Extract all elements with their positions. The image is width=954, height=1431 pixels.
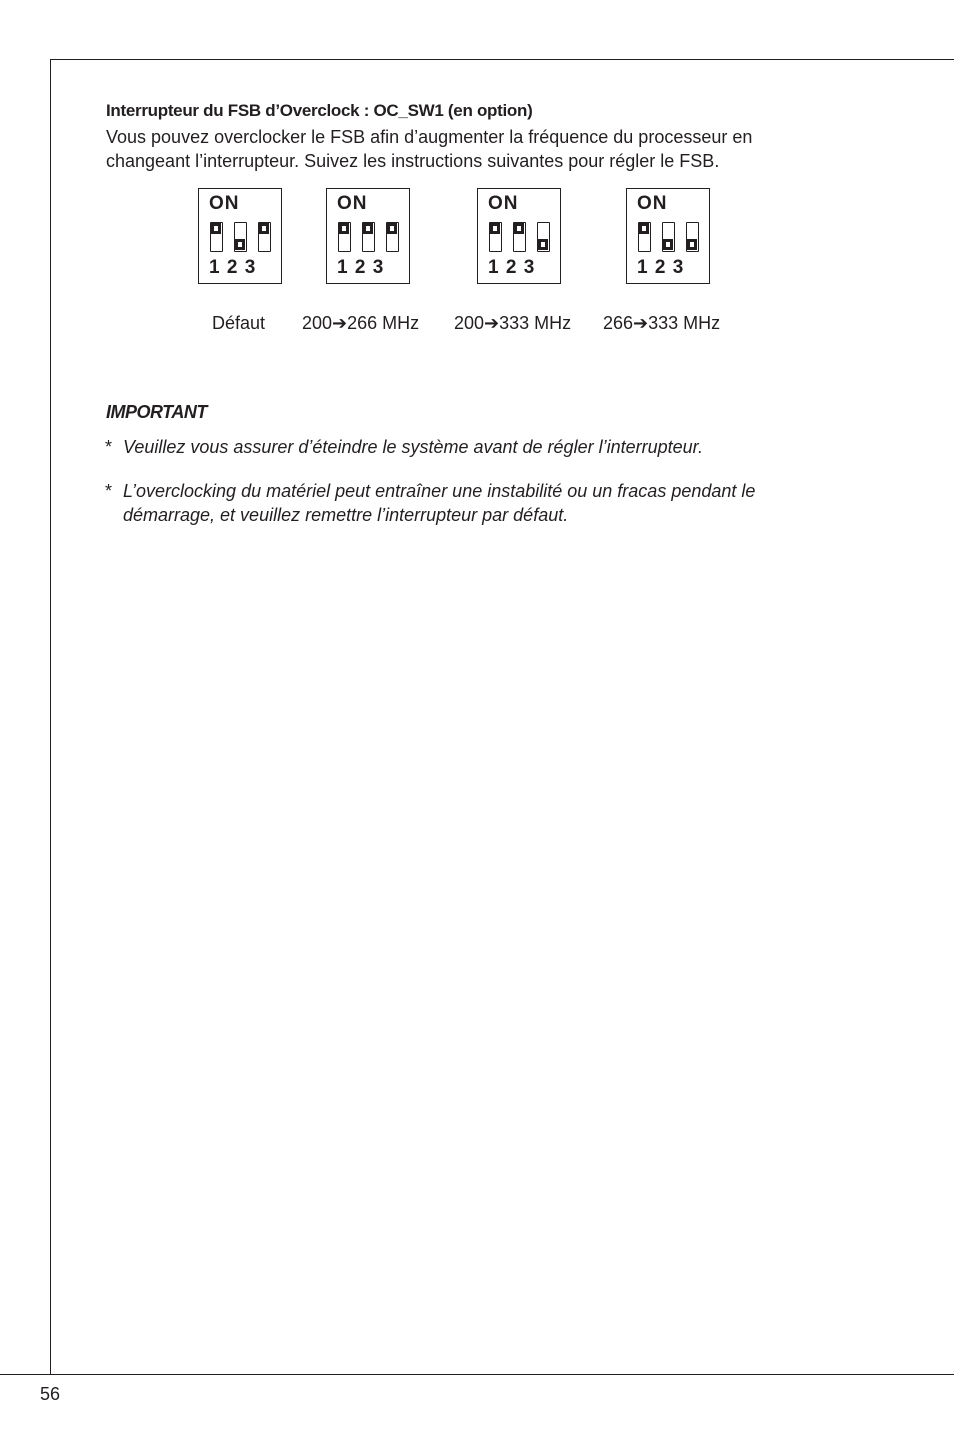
switch-slot-1 <box>338 222 351 252</box>
switch-numbers: 1 2 3 <box>637 257 684 278</box>
switch-knob <box>687 239 697 250</box>
switch-caption-266-333: 266➔333 MHz <box>603 313 721 333</box>
switch-knob <box>339 223 349 234</box>
switch-slot-1 <box>638 222 651 252</box>
switch-knob <box>514 223 524 234</box>
dip-switch-200-266 <box>326 188 410 284</box>
switch-knob <box>639 223 649 234</box>
important-heading: IMPORTANT <box>106 402 207 422</box>
section-title: Interrupteur du FSB d’Overclock : OC_SW1 (en option) <box>106 101 533 120</box>
switch-knob <box>211 223 221 234</box>
switch-caption-default: Défaut <box>212 313 266 333</box>
page-frame-top-rule <box>50 59 954 60</box>
bullet-asterisk: * <box>105 481 113 501</box>
switch-knob <box>490 223 500 234</box>
dip-switch-200-333 <box>477 188 561 284</box>
switch-caption-200-266: 200➔266 MHz <box>302 313 420 333</box>
switch-slot-3 <box>258 222 271 252</box>
intro-line: Vous pouvez overclocker le FSB afin d’augmenter la fréquence du processeur en <box>106 127 753 147</box>
note-line: Veuillez vous assurer d’éteindre le système avant de régler l’interrupteur. <box>123 437 703 457</box>
switch-knob <box>259 223 269 234</box>
note-line: L’overclocking du matériel peut entraîner une instabilité ou un fracas pendant le <box>123 481 756 501</box>
intro-paragraph <box>106 125 866 173</box>
switch-slot-3 <box>686 222 699 252</box>
switch-knob <box>663 239 673 250</box>
switch-slot-3 <box>386 222 399 252</box>
switch-on-label: ON <box>488 193 519 214</box>
switch-knob <box>363 223 373 234</box>
dip-switch-266-333 <box>626 188 710 284</box>
switch-slot-2 <box>234 222 247 252</box>
page-number: 56 <box>40 1384 61 1404</box>
switch-slot-2 <box>662 222 675 252</box>
switch-on-label: ON <box>337 193 368 214</box>
switch-on-label: ON <box>209 193 240 214</box>
switch-slot-2 <box>513 222 526 252</box>
dip-switch-default <box>198 188 282 284</box>
switch-numbers: 1 2 3 <box>337 257 384 278</box>
page-frame-left-rule <box>50 59 51 1375</box>
switch-knob <box>538 239 548 250</box>
switch-slot-1 <box>489 222 502 252</box>
switch-knob <box>235 239 245 250</box>
switch-slot-2 <box>362 222 375 252</box>
page-frame-bottom-rule <box>0 1374 954 1375</box>
intro-line: changeant l’interrupteur. Suivez les instructions suivantes pour régler le FSB. <box>106 151 720 171</box>
switch-knob <box>387 223 397 234</box>
switch-caption-200-333: 200➔333 MHz <box>454 313 572 333</box>
note-line: démarrage, et veuillez remettre l’interrupteur par défaut. <box>123 505 569 525</box>
switch-on-label: ON <box>637 193 668 214</box>
switch-slot-3 <box>537 222 550 252</box>
switch-slot-1 <box>210 222 223 252</box>
switch-numbers: 1 2 3 <box>209 257 256 278</box>
switch-numbers: 1 2 3 <box>488 257 535 278</box>
bullet-asterisk: * <box>105 437 113 457</box>
